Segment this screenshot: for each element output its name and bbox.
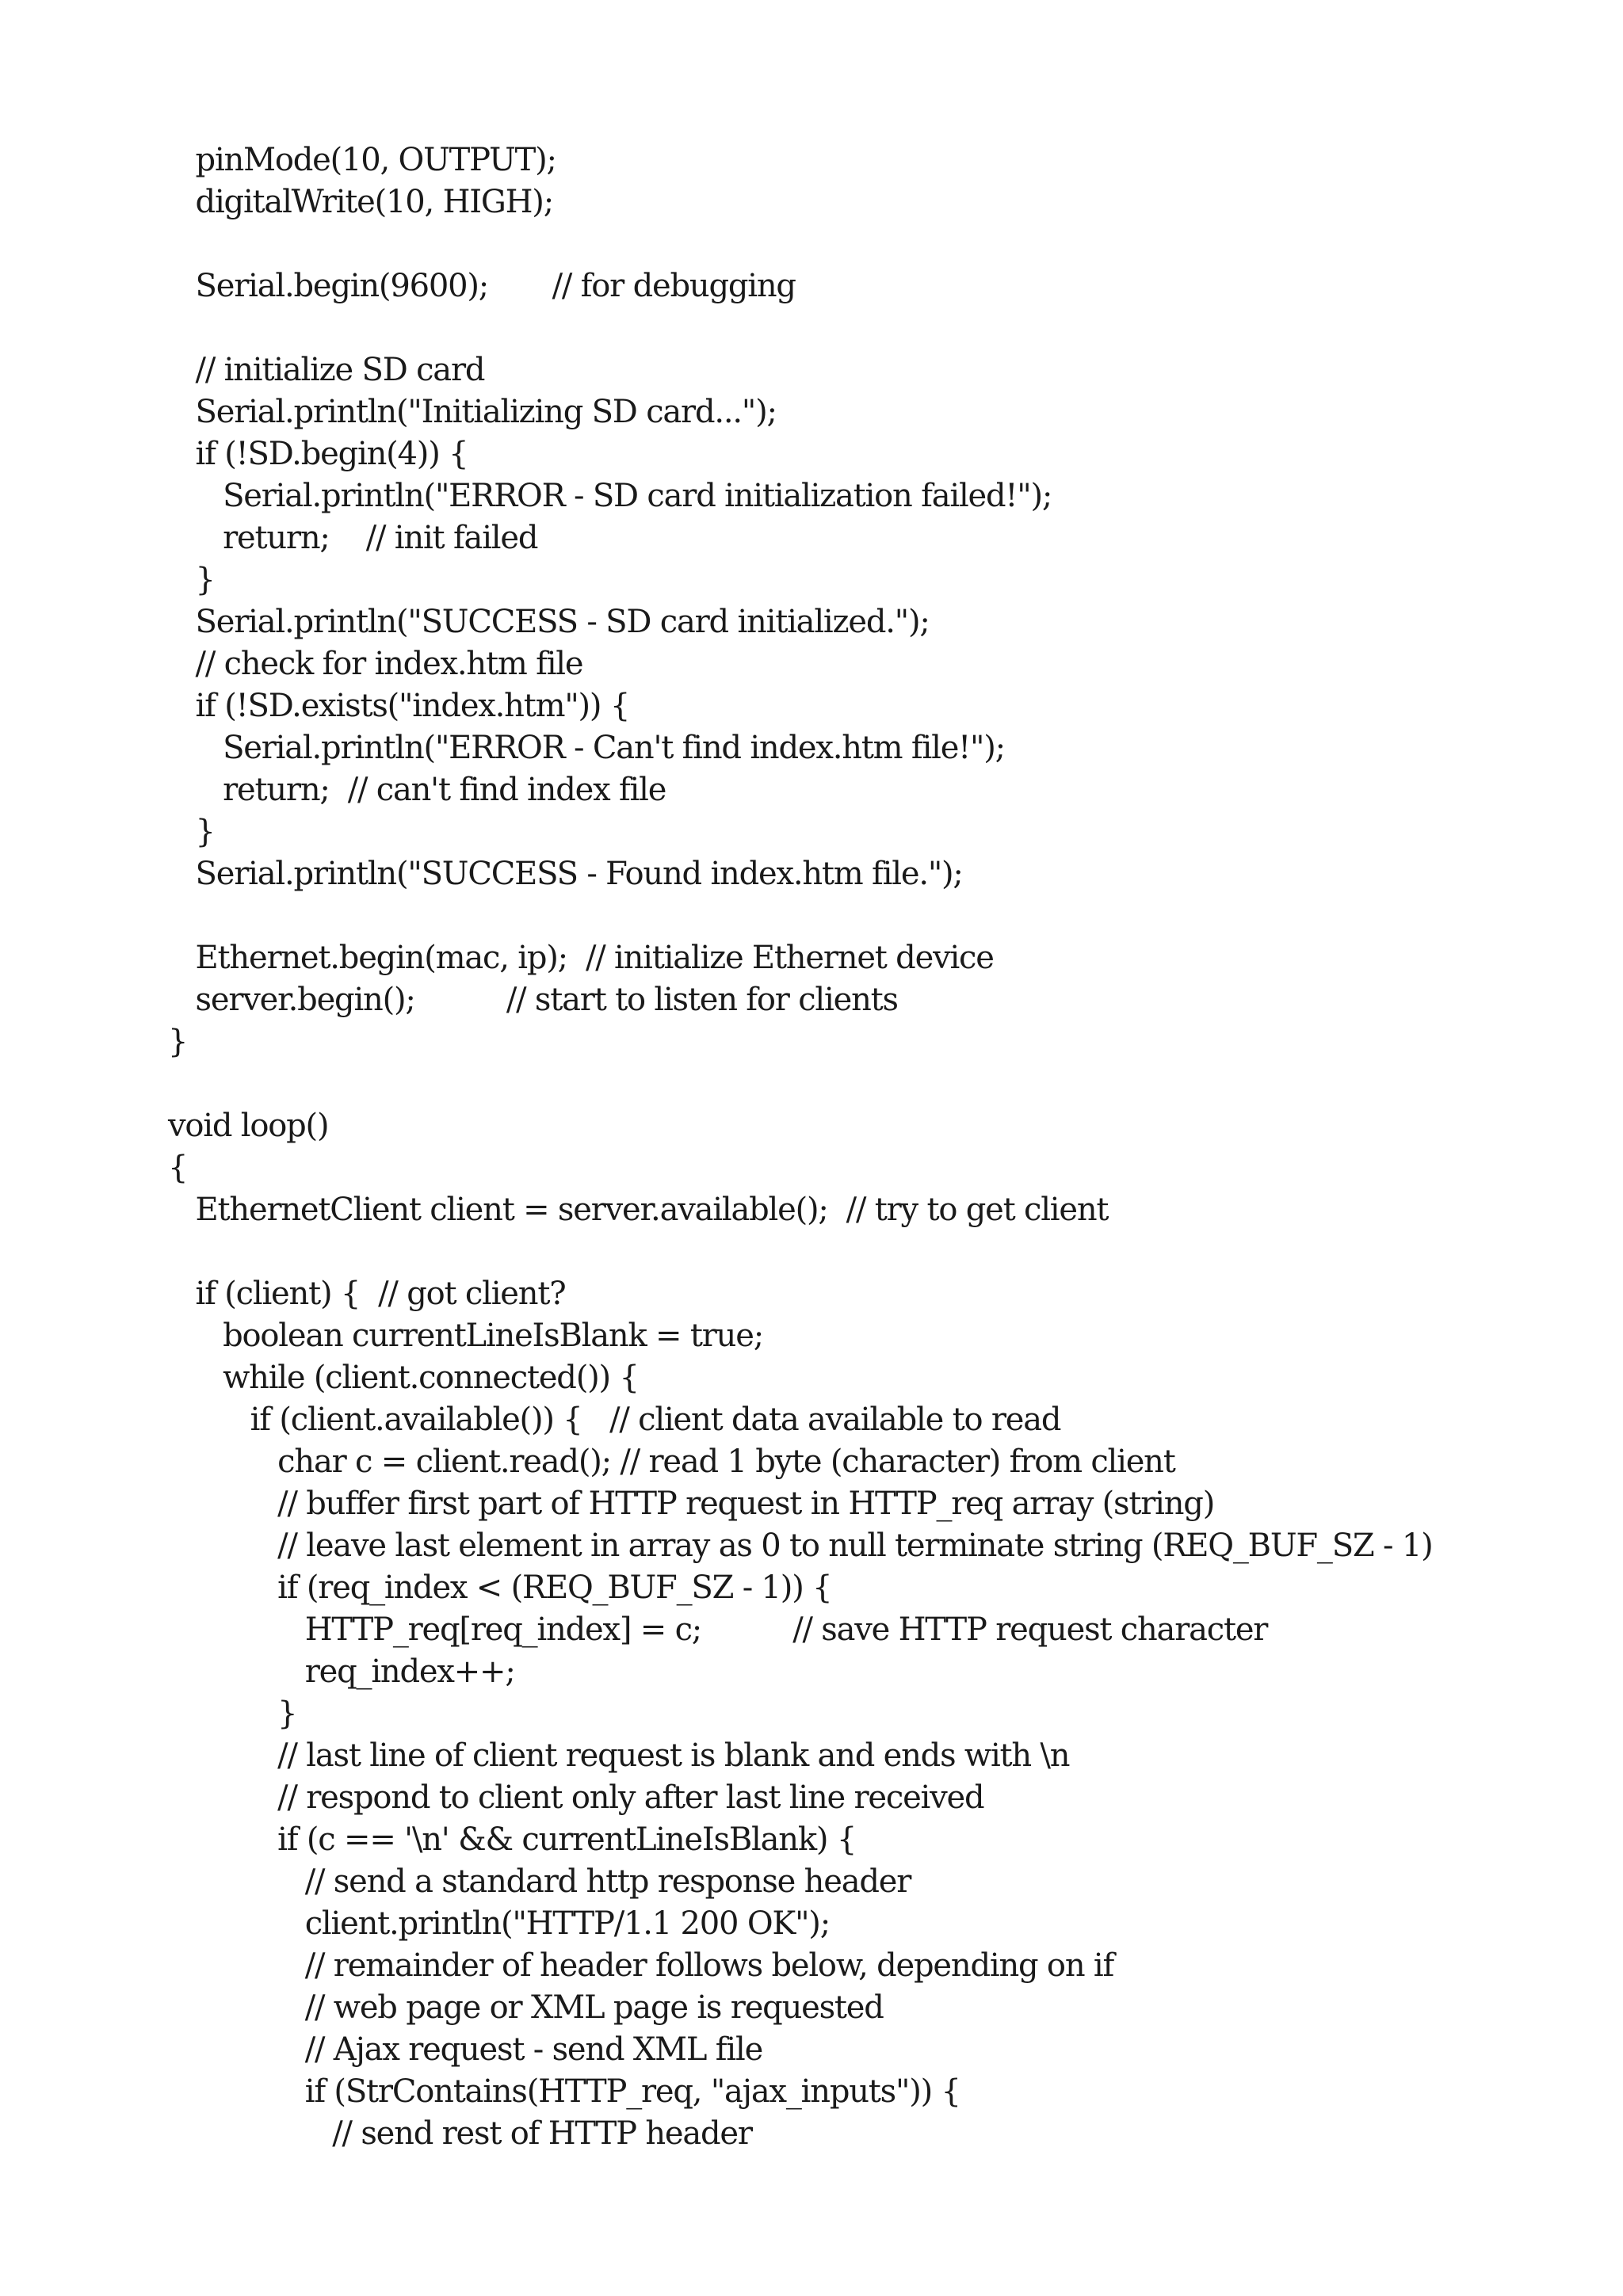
code-line: Serial.println("Initializing SD card..."); <box>168 394 777 430</box>
code-line: Serial.println("ERROR - SD card initialization failed!"); <box>168 478 1052 514</box>
code-line: return; // can't find index file <box>168 772 666 808</box>
code-line: req_index++; <box>168 1653 515 1690</box>
code-line: if (req_index < (REQ_BUF_SZ - 1)) { <box>168 1569 832 1606</box>
code-line: } <box>168 814 215 850</box>
code-line: EthernetClient client = server.available(); // try to get client <box>168 1192 1109 1228</box>
code-line: // respond to client only after last line received <box>168 1779 984 1816</box>
code-line: } <box>168 1024 188 1060</box>
code-line: if (client) { // got client? <box>168 1276 566 1312</box>
code-line: // last line of client request is blank and ends with \n <box>168 1737 1070 1774</box>
code-listing <box>168 139 1594 2155</box>
code-line: { <box>168 1150 188 1186</box>
code-line <box>168 307 1594 349</box>
code-line: server.begin(); // start to listen for clients <box>168 982 898 1018</box>
code-line: // initialize SD card <box>168 352 485 388</box>
code-line: boolean currentLineIsBlank = true; <box>168 1318 763 1354</box>
code-line: Serial.begin(9600); // for debugging <box>168 268 796 304</box>
code-line: if (c == '\n' && currentLineIsBlank) { <box>168 1821 857 1858</box>
code-line: } <box>168 562 215 598</box>
code-line: // buffer first part of HTTP request in HTTP_req array (string) <box>168 1486 1215 1522</box>
code-line: // web page or XML page is requested <box>168 1989 884 2026</box>
code-line: void loop() <box>168 1108 329 1144</box>
code-line: // check for index.htm file <box>168 646 583 682</box>
code-line: } <box>168 1695 297 1732</box>
code-line: if (StrContains(HTTP_req, "ajax_inputs")) { <box>168 2073 960 2110</box>
code-line: return; // init failed <box>168 520 538 556</box>
code-line: digitalWrite(10, HIGH); <box>168 184 553 220</box>
code-line <box>168 223 1594 265</box>
code-line: client.println("HTTP/1.1 200 OK"); <box>168 1905 830 1942</box>
code-line: HTTP_req[req_index] = c; // save HTTP request character <box>168 1611 1268 1648</box>
code-line: // send rest of HTTP header <box>168 2115 752 2152</box>
code-line: if (!SD.begin(4)) { <box>168 436 468 472</box>
code-line: Serial.println("SUCCESS - Found index.htm file."); <box>168 856 963 892</box>
code-line: pinMode(10, OUTPUT); <box>168 142 556 178</box>
code-line: // send a standard http response header <box>168 1863 911 1900</box>
code-line: Serial.println("ERROR - Can't find index.htm file!"); <box>168 730 1005 766</box>
code-line: // leave last element in array as 0 to null terminate string (REQ_BUF_SZ - 1) <box>168 1527 1433 1564</box>
code-line: while (client.connected()) { <box>168 1360 639 1396</box>
code-line: if (!SD.exists("index.htm")) { <box>168 688 630 724</box>
code-line <box>168 1063 1594 1105</box>
code-line: // Ajax request - send XML file <box>168 2031 763 2068</box>
code-line <box>168 1231 1594 1273</box>
code-line <box>168 895 1594 937</box>
code-line: Serial.println("SUCCESS - SD card initialized."); <box>168 604 930 640</box>
code-line: char c = client.read(); // read 1 byte (character) from client <box>168 1444 1175 1480</box>
code-line: // remainder of header follows below, depending on if <box>168 1947 1114 1984</box>
code-line: if (client.available()) { // client data available to read <box>168 1402 1061 1438</box>
code-line: Ethernet.begin(mac, ip); // initialize Ethernet device <box>168 940 994 976</box>
